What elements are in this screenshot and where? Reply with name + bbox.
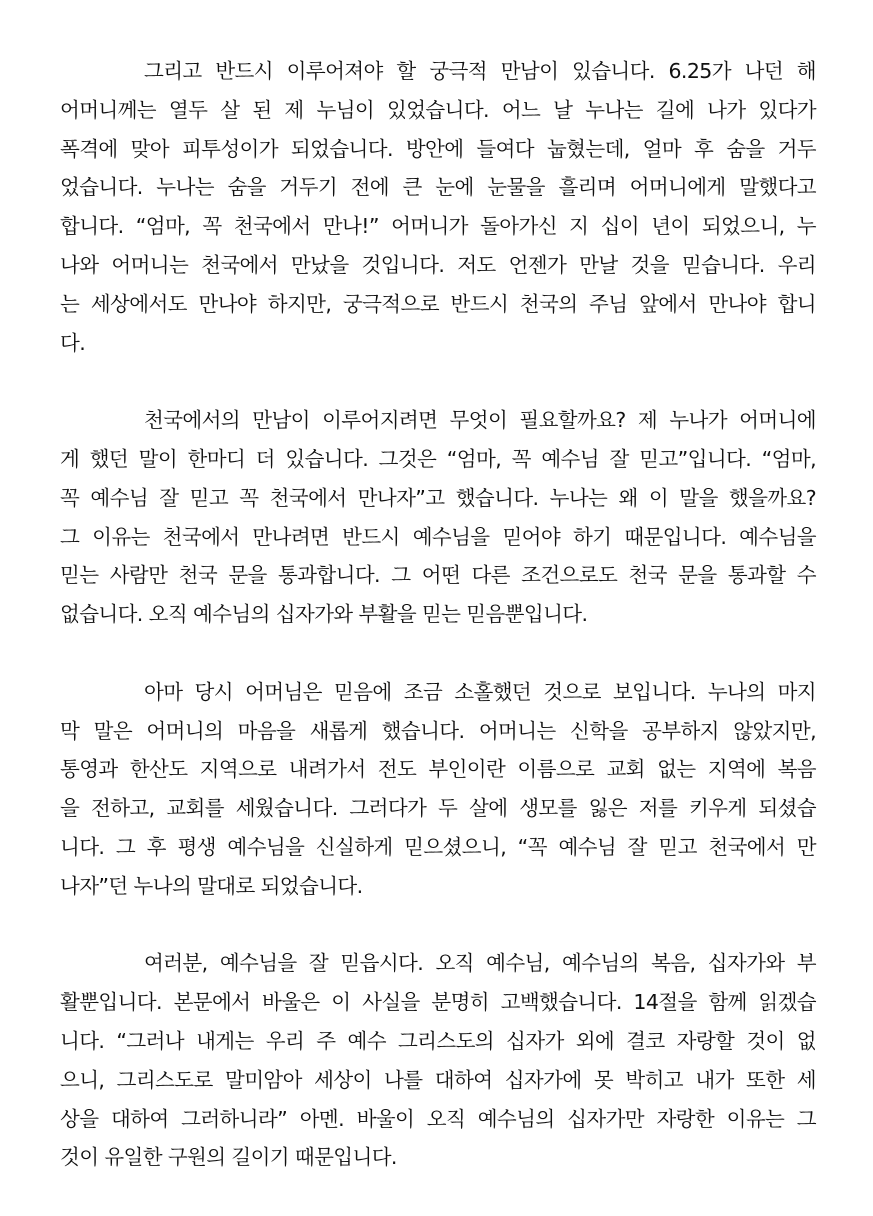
text-line: 천국에서의 만남이 이루어지려면 무엇이 필요할까요? 제 누나가 어머니에 — [144, 408, 816, 433]
text-line: 활뿐입니다. 본문에서 바울은 이 사실을 분명히 고백했습니다. 14절을 함께 읽겠습 — [60, 990, 816, 1015]
text-line: 그 이유는 천국에서 만나려면 반드시 예수님을 믿어야 하기 때문입니다. 예수님을 — [60, 524, 816, 549]
text-line: 상을 대하여 그러하니라” 아멘. 바울이 오직 예수님의 십자가만 자랑한 이유는 그 — [60, 1106, 816, 1131]
text-line: 통영과 한산도 지역으로 내려가서 전도 부인이란 이름으로 교회 없는 지역에 복음 — [60, 757, 816, 782]
paragraph-1 — [60, 52, 816, 362]
paragraph-2 — [60, 401, 816, 634]
text-line: 꼭 예수님 잘 믿고 꼭 천국에서 만나자”고 했습니다. 누나는 왜 이 말을 했을까요? — [60, 485, 816, 510]
text-line: 나와 어머니는 천국에서 만났을 것입니다. 저도 언젠가 만날 것을 믿습니다. 우리 — [60, 252, 816, 277]
text-line: 합니다. “엄마, 꼭 천국에서 만나!” 어머니가 돌아가신 지 십이 년이 되었으니, 누 — [60, 214, 816, 239]
paragraph-4 — [60, 944, 816, 1177]
text-line: 아마 당시 어머님은 믿음에 조금 소홀했던 것으로 보입니다. 누나의 마지 — [144, 679, 816, 704]
paragraph-3 — [60, 673, 816, 906]
text-line: 었습니다. 누나는 숨을 거두기 전에 큰 눈에 눈물을 흘리며 어머니에게 말했다고 — [60, 175, 816, 200]
document-body — [60, 52, 816, 1216]
text-line: 없습니다. 오직 예수님의 십자가와 부활을 믿는 믿음뿐입니다. — [60, 602, 588, 627]
text-line: 니다. 그 후 평생 예수님을 신실하게 믿으셨으니, “꼭 예수님 잘 믿고 천국에서 만 — [60, 834, 816, 859]
text-line: 게 했던 말이 한마디 더 있습니다. 그것은 “엄마, 꼭 예수님 잘 믿고”입니다. “엄마, — [60, 446, 816, 471]
text-line: 나자”던 누나의 말대로 되었습니다. — [60, 873, 363, 898]
text-line: 것이 유일한 구원의 길이기 때문입니다. — [60, 1145, 397, 1170]
text-line: 니다. “그러나 내게는 우리 주 예수 그리스도의 십자가 외에 결코 자랑할 것이 없 — [60, 1028, 816, 1053]
text-line: 여러분, 예수님을 잘 믿읍시다. 오직 예수님, 예수님의 복음, 십자가와 부 — [144, 951, 816, 976]
text-line: 폭격에 맞아 피투성이가 되었습니다. 방안에 들여다 눕혔는데, 얼마 후 숨을 거두 — [60, 136, 816, 161]
text-line: 다. — [60, 330, 86, 355]
text-line: 막 말은 어머니의 마음을 새롭게 했습니다. 어머니는 신학을 공부하지 않았지만, — [60, 718, 816, 743]
text-line: 어머니께는 열두 살 된 제 누님이 있었습니다. 어느 날 누나는 길에 나가 있다가 — [60, 97, 816, 122]
text-line: 으니, 그리스도로 말미암아 세상이 나를 대하여 십자가에 못 박히고 내가 또한 세 — [60, 1067, 816, 1092]
text-line: 그리고 반드시 이루어져야 할 궁극적 만남이 있습니다. 6.25가 나던 해 — [144, 59, 816, 83]
text-line: 을 전하고, 교회를 세웠습니다. 그러다가 두 살에 생모를 잃은 저를 키우게 되셨습 — [60, 796, 816, 821]
text-line: 믿는 사람만 천국 문을 통과합니다. 그 어떤 다른 조건으로도 천국 문을 통과할 수 — [60, 563, 816, 588]
text-line: 는 세상에서도 만나야 하지만, 궁극적으로 반드시 천국의 주님 앞에서 만나야 합니 — [60, 291, 816, 316]
